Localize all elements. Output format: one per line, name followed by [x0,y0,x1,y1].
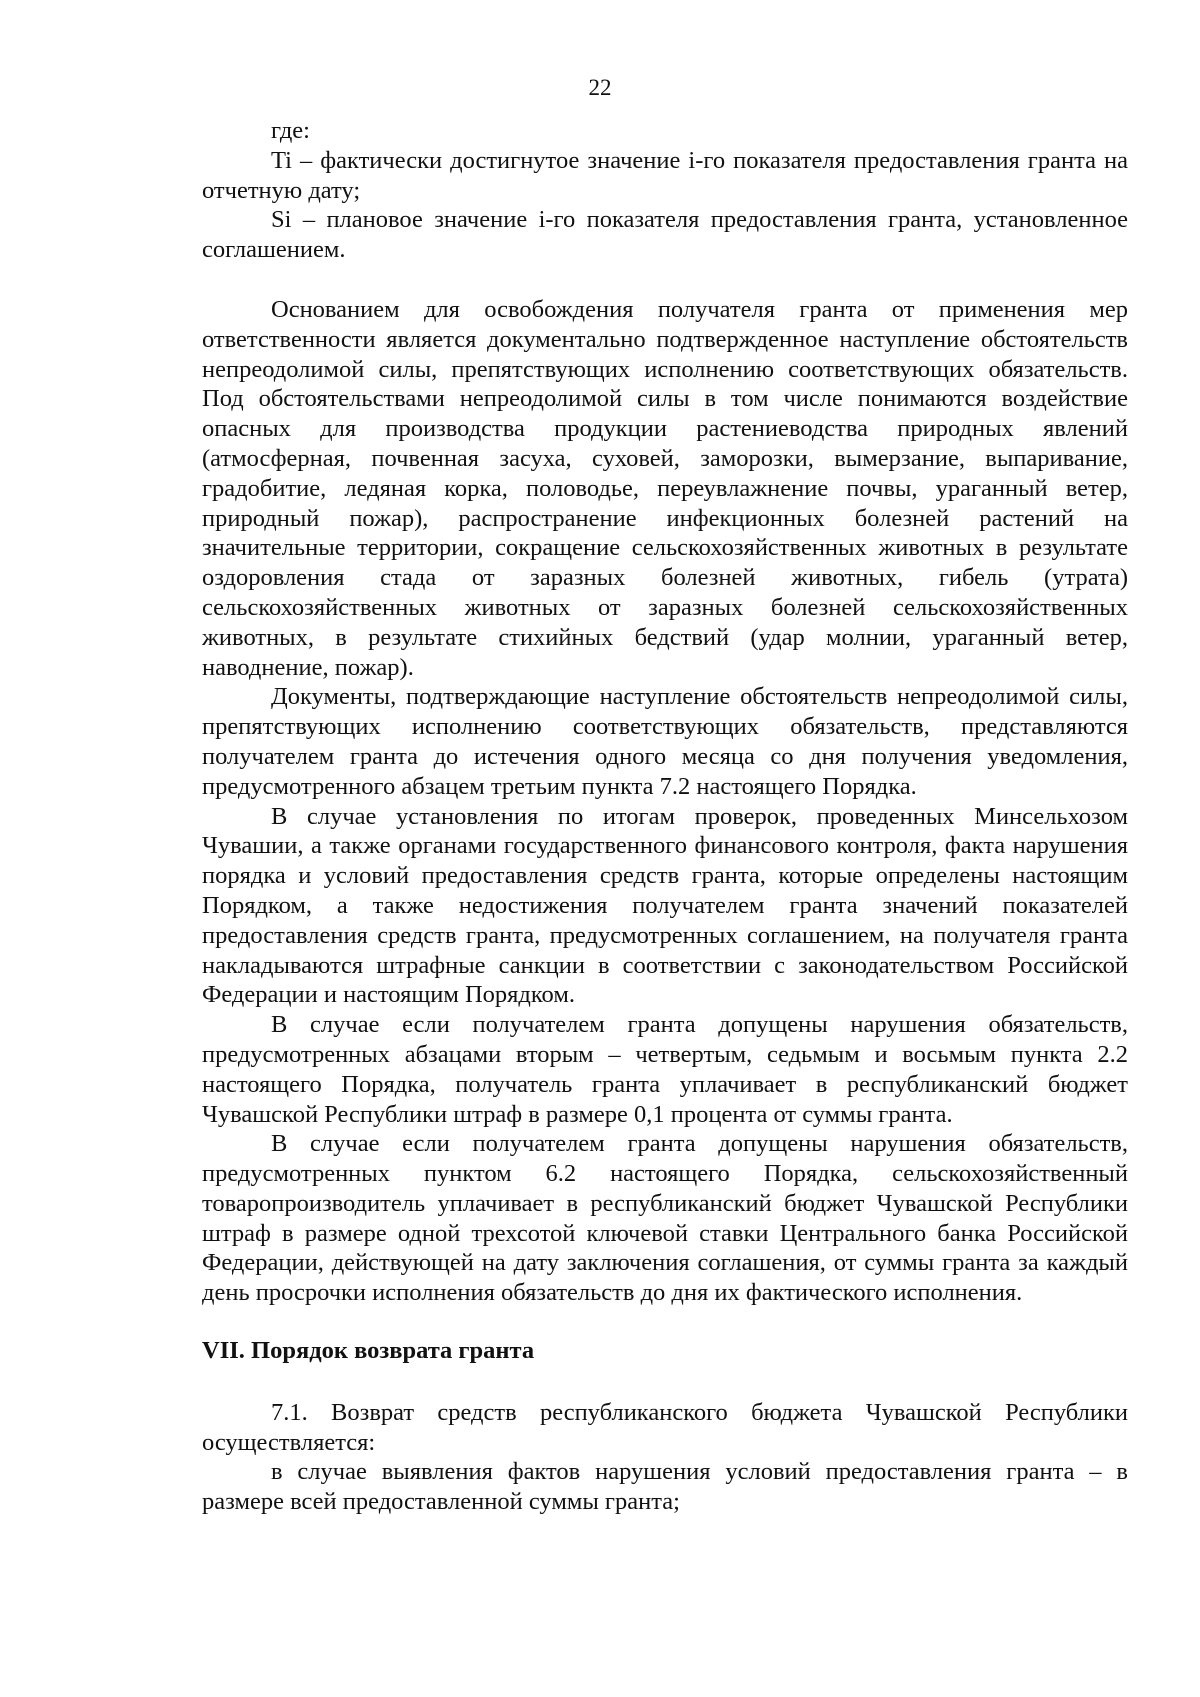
definition-ti: Ti – фактически достигнутое значение i-го показателя предоставления гранта на отчетную дату; [202,146,1128,204]
paragraph-penalty-6-2: В случае если получателем гранта допущены нарушения обязательств, предусмотренных пунктом 6.2 настоящего Порядка, сельскохозяйственный товаропроизводитель уплачивает в республиканский бюджет Чувашской Республики штраф в размере одной трехсотой ключевой ставки Центрального банка Российской Федерации, действующей на дату заключения соглашения, от суммы гранта за каждый день просрочки исполнения обязательств до дня их фактического исполнения. [202,1130,1128,1307]
paragraph-gap [202,265,1128,295]
document-body [202,116,1128,1517]
paragraph-force-majeure: Основанием для освобождения получателя гранта от применения мер ответственности является документально подтвержденное наступление обстоятельств непреодолимой силы, препятствующих исполнению соответствующих обязательств. Под обстоятельствами непреодолимой силы в том числе понимаются воздействие опасных для производства продукции растениеводства природных явлений (атмосферная, почвенная засуха, суховей, заморозки, вымерзание, выпаривание, градобитие, ледяная корка, половодье, переувлажнение почвы, ураганный ветер, природный пожар), распространение инфекционных болезней растений на значительные территории, сокращение сельскохозяйственных животных в результате оздоровления стада от заразных болезней животных, гибель (утрата) сельскохозяйственных животных от заразных болезней сельскохозяйственных животных, в результате стихийных бедствий (удар молнии, ураганный ветер, наводнение, пожар). [202,295,1128,681]
definitions-intro: где: [271,117,310,144]
definition-si: Si – плановое значение i-го показателя предоставления гранта, установленное соглашением. [202,206,1128,264]
paragraph-inspections: В случае установления по итогам проверок, проведенных Минсельхозом Чувашии, а также органами государственного финансового контроля, факта нарушения порядка и условий предоставления средств гранта, которые определены настоящим Порядком, а также недостижения получателем гранта значений показателей предоставления средств гранта, предусмотренных соглашением, на получателя гранта накладываются штрафные санкции в соответствии с законодательством Российской Федерации и настоящим Порядком. [202,802,1128,1009]
heading-gap-bottom [202,1366,1128,1398]
section-heading: VII. Порядок возврата гранта [202,1337,535,1365]
paragraph-7-1: 7.1. Возврат средств республиканского бюджета Чувашской Республики осуществляется: [202,1398,1128,1456]
paragraph-penalty-2-2: В случае если получателем гранта допущены нарушения обязательств, предусмотренных абзацами вторым – четвертым, седьмым и восьмым пункта 2.2 настоящего Порядка, получатель гранта уплачивает в республиканский бюджет Чувашской Республики штраф в размере 0,1 процента от суммы гранта. [202,1011,1128,1128]
page-number: 22 [588,75,612,100]
paragraph-documents: Документы, подтверждающие наступление обстоятельств непреодолимой силы, препятствующих исполнению соответствующих обязательств, представляются получателем гранта до истечения одного месяца со дня получения уведомления, предусмотренного абзацем третьим пункта 7.2 настоящего Порядка. [202,683,1128,800]
heading-gap-top [202,1308,1128,1336]
paragraph-7-1-case: в случае выявления фактов нарушения условий предоставления гранта – в размере всей предоставленной суммы гранта; [202,1458,1128,1516]
